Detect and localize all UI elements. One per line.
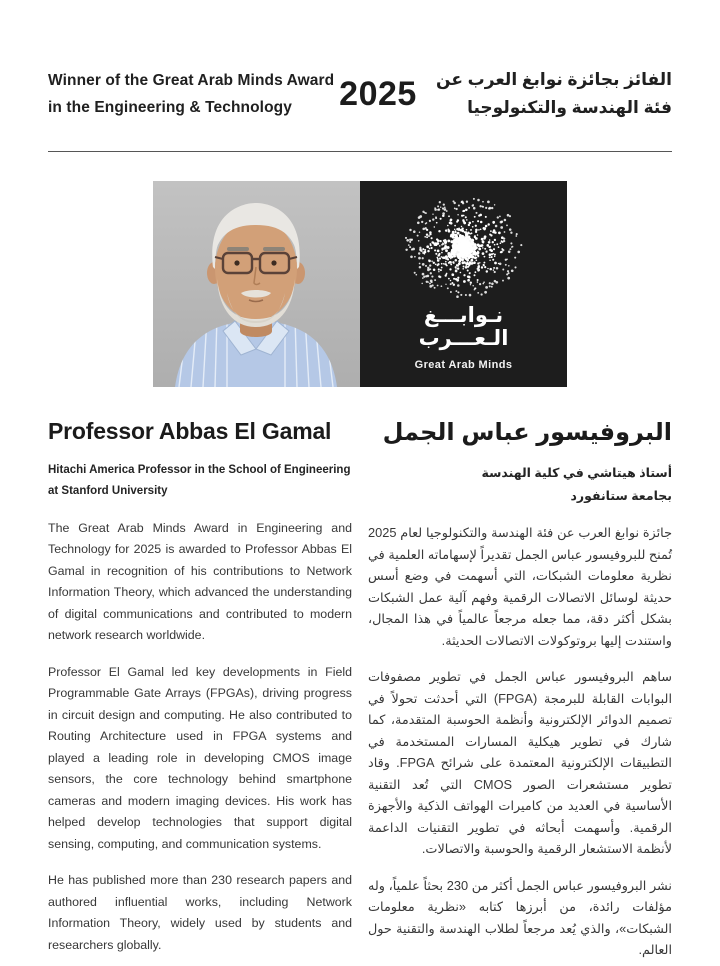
header-title-en-line2: in the Engineering & Technology	[48, 99, 292, 117]
logo-arabic-line1: نـوابـــغ	[423, 304, 504, 328]
hero-section	[0, 181, 720, 387]
logo-english-wordmark: Great Arab Minds	[414, 359, 513, 372]
header-title-ar-line1: الفائز بجائزة نوابغ العرب عن	[436, 70, 672, 89]
english-paragraph-1: The Great Arab Minds Award in Engineering and Technology for 2025 is awarded to Professor Abbas El Gamal in recognition of his contributions to Network Information Theory, which advanced the understanding of digital communications and contributed to modern network research worldwide.	[48, 520, 352, 643]
english-paragraph-3: He has published more than 230 research papers and authored influential works, including Network Information Theory, widely used by students and researchers globally.	[48, 873, 352, 952]
header-divider	[48, 151, 672, 152]
professor-title-ar-line1: أستاذ هيتاشي في كلية الهندسة	[481, 466, 672, 481]
professor-title-en-line1: Hitachi America Professor in the School of Engineering	[48, 464, 351, 477]
award-announcement-page	[0, 66, 720, 966]
professor-title-ar-line2: بجامعة ستانفورد	[570, 488, 672, 503]
english-paragraph-2: Professor El Gamal led key developments in Field Programmable Gate Arrays (FPGAs), driving progress in circuit design and computing. He also contributed to Routing Architecture used in FPGA systems and played a leading role in developing CMOS image sensors, the core technology behind smartphone cameras and modern imaging devices. His work has helped develop technologies that support digital sensing, computing, and communication systems.	[48, 664, 352, 851]
great-arab-minds-logo	[360, 181, 567, 387]
professor-name-en: Professor Abbas El Gamal	[48, 418, 332, 445]
logo-arabic-wordmark	[419, 305, 509, 350]
award-year: 2025	[339, 74, 417, 113]
logo-arabic-line2: الـعـــرب	[418, 326, 509, 350]
header	[48, 66, 672, 122]
header-title-ar-line2: فئة الهندسة والتكنولوجيا	[467, 98, 672, 118]
arabic-paragraph-3: نشر البروفيسور عباس الجمل أكثر من 230 بحثاً علمياً، وله مؤلفات رائدة، من أبرزها كتابه «نظرية معلومات الشبكات»، والذي يُعد مرجعاً لطلاب الهندسة والتقنية حول العالم.	[368, 877, 672, 958]
header-title-en-line1: Winner of the Great Arab Minds Award	[48, 71, 335, 89]
header-title-en	[48, 67, 340, 121]
header-title-ar	[422, 66, 672, 122]
professor-name-ar: البروفيسور عباس الجمل	[382, 419, 672, 447]
starburst-dots-icon	[360, 181, 567, 307]
arabic-paragraph-2: ساهم البروفيسور عباس الجمل في تطوير مصفوفات البوابات القابلة للبرمجة (FPGA) التي أحدثت تحولاً في تصميم الدوائر الإلكترونية وأنظمة الحوسبة المتقدمة، كما شارك في تطوير هيكلية المسارات المستخدمة في التطبيقات الإلكترونية المعتمدة على شرائح FPGA. وقاد تطوير مستشعرات الصور CMOS التي تُعد التقنية الأساسية في العديد من كاميرات الهواتف الذكية والأجهزة الرقمية. وأسهمت أبحاثه في تطوير التقنيات الداعمة لأنظمة الاستشعار الرقمية والحوسبة والاتصالات.	[368, 669, 672, 857]
english-column	[48, 418, 352, 961]
professor-title-ar	[368, 462, 672, 507]
professor-title-en-line2: at Stanford University	[48, 485, 168, 498]
arabic-paragraph-1: جائزة نوابغ العرب عن فئة الهندسة والتكنولوجيا لعام 2025 تُمنح للبروفيسور عباس الجمل تقديراً لإسهاماته العلمية في نظرية معلومات الشبكات، التي أسهمت في وضع أسس حديثة لوسائل الاتصالات الرقمية وفهم آلية عمل الشبكات بشكل أكثر دقة، مما جعله مرجعاً عالمياً في هذا المجال، واستندت إليها بروتوكولات الاتصالات الحديثة.	[368, 525, 672, 648]
content-columns	[48, 418, 672, 961]
professor-title-en	[48, 460, 352, 503]
professor-portrait-photo	[153, 181, 360, 387]
arabic-column	[368, 418, 672, 961]
